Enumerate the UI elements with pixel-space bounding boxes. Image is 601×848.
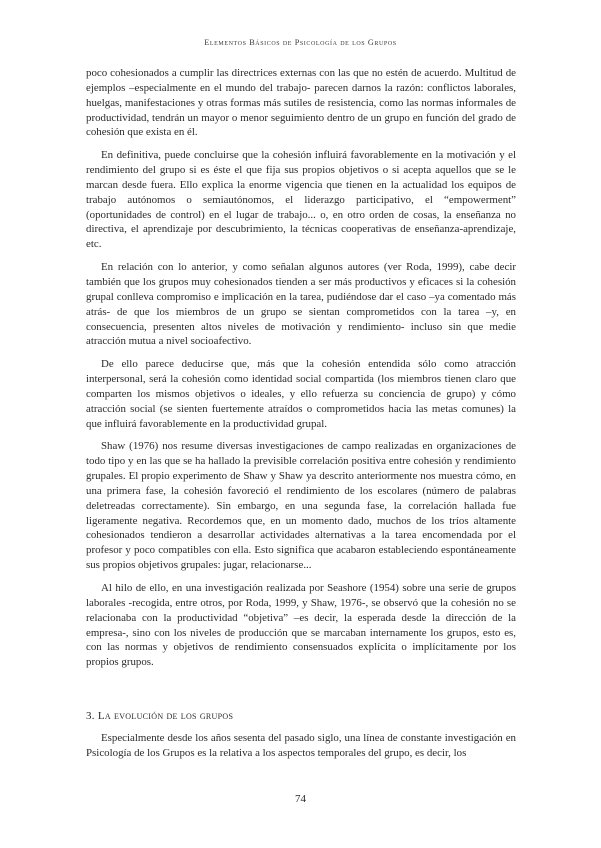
paragraph: De ello parece deducirse que, más que la cohesión entendida sólo como atracción interpersonal, será la cohesión como identidad social compartida (los miembros tienen claro que comparten los mismos objetivos o ideales, y ello refuerza su conciencia de grupo) y cómo atracción social (se sienten fuertemente atraídos o comprometidos hacia las metas comunes) la que influirá favorablemente en la productividad grupal. [86, 358, 516, 430]
paragraph: Al hilo de ello, en una investigación realizada por Seashore (1954) sobre una serie de grupos laborales -recogida, entre otros, por Roda, 1999, y Shaw, 1976-, se observó que la cohesión no se relacionaba con la productividad “objetiva” –es decir, la esperada desde la dirección de la empresa-, sino con los niveles de producción que se marcaban internamente los grupos, esto es, con las normas y objetivos de rendimiento consensuados explícita o implícitamente por los propios grupos. [86, 582, 516, 669]
paragraph: En relación con lo anterior, y como señalan algunos autores (ver Roda, 1999), cabe decir también que los grupos muy cohesionados tienden a ser más productivos y eficaces si la cohesión grupal conlleva compromiso e implicación en la tarea, pudiéndose dar el caso –ya comentado más atrás- de que los miembros de un grupo se sientan comprometidos con la tarea –y, en consecuencia, presenten altos niveles de motivación y rendimiento- incluso sin que medie atracción mutua a nivel socioafectivo. [86, 261, 516, 348]
body-text [86, 66, 516, 670]
section-heading: 3. La evolución de los grupos [86, 710, 234, 722]
paragraph: poco cohesionados a cumplir las directrices externas con las que no estén de acuerdo. Multitud de ejemplos –especialmente en el mundo del trabajo- parecen darnos la razón: conflictos laborales, huelgas, manifestaciones y otras formas más sutiles de resistencia, como las normas informales de productividad, tendrán un mayor o menor seguimiento dentro de un grupo en función del grado de cohesión que exista en él. [86, 67, 516, 139]
section-intro-paragraph: Especialmente desde los años sesenta del pasado siglo, una línea de constante investigación en Psicología de los Grupos es la relativa a los aspectos temporales del grupo, es decir, los [86, 732, 516, 759]
running-header: Elementos Básicos de Psicología de los Grupos [204, 38, 397, 47]
page-number: 74 [295, 793, 306, 805]
paragraph: Shaw (1976) nos resume diversas investigaciones de campo realizadas en organizaciones de todo tipo y en las que se ha hallado la previsible correlación positiva entre cohesión y rendimiento grupales. El propio experimento de Shaw y Shaw ya descrito anteriormente nos muestra cómo, en una primera fase, la cohesión favoreció el rendimiento de los escolares (número de palabras deletreadas correctamente). Sin embargo, en una segunda fase, la correlación hallada fue ligeramente negativa. Recordemos que, en un momento dado, muchos de los tríos altamente cohesionados tendieron a desarrollar actividades alternativas a la tarea encomendada por el profesor y poco compatibles con ella. Esto significa que acabaron estableciendo espontáneamente sus propios objetivos grupales: jugar, relacionarse... [86, 440, 516, 572]
paragraph: En definitiva, puede concluirse que la cohesión influirá favorablemente en la motivación y el rendimiento del grupo si es éste el que fija sus propios objetivos o si acepta aquellos que se le marcan desde fuera. Ello explica la enorme vigencia que tienen en la actualidad los equipos de trabajo autónomos o semiautónomos, el liderazgo participativo, el “empowerment” (oportunidades de control) en el lugar de trabajo... o, en otro orden de cosas, la enseñanza no directiva, el aprendizaje por descubrimiento, la técnicas cooperativas de enseñanza-aprendizaje, etc. [86, 149, 516, 251]
